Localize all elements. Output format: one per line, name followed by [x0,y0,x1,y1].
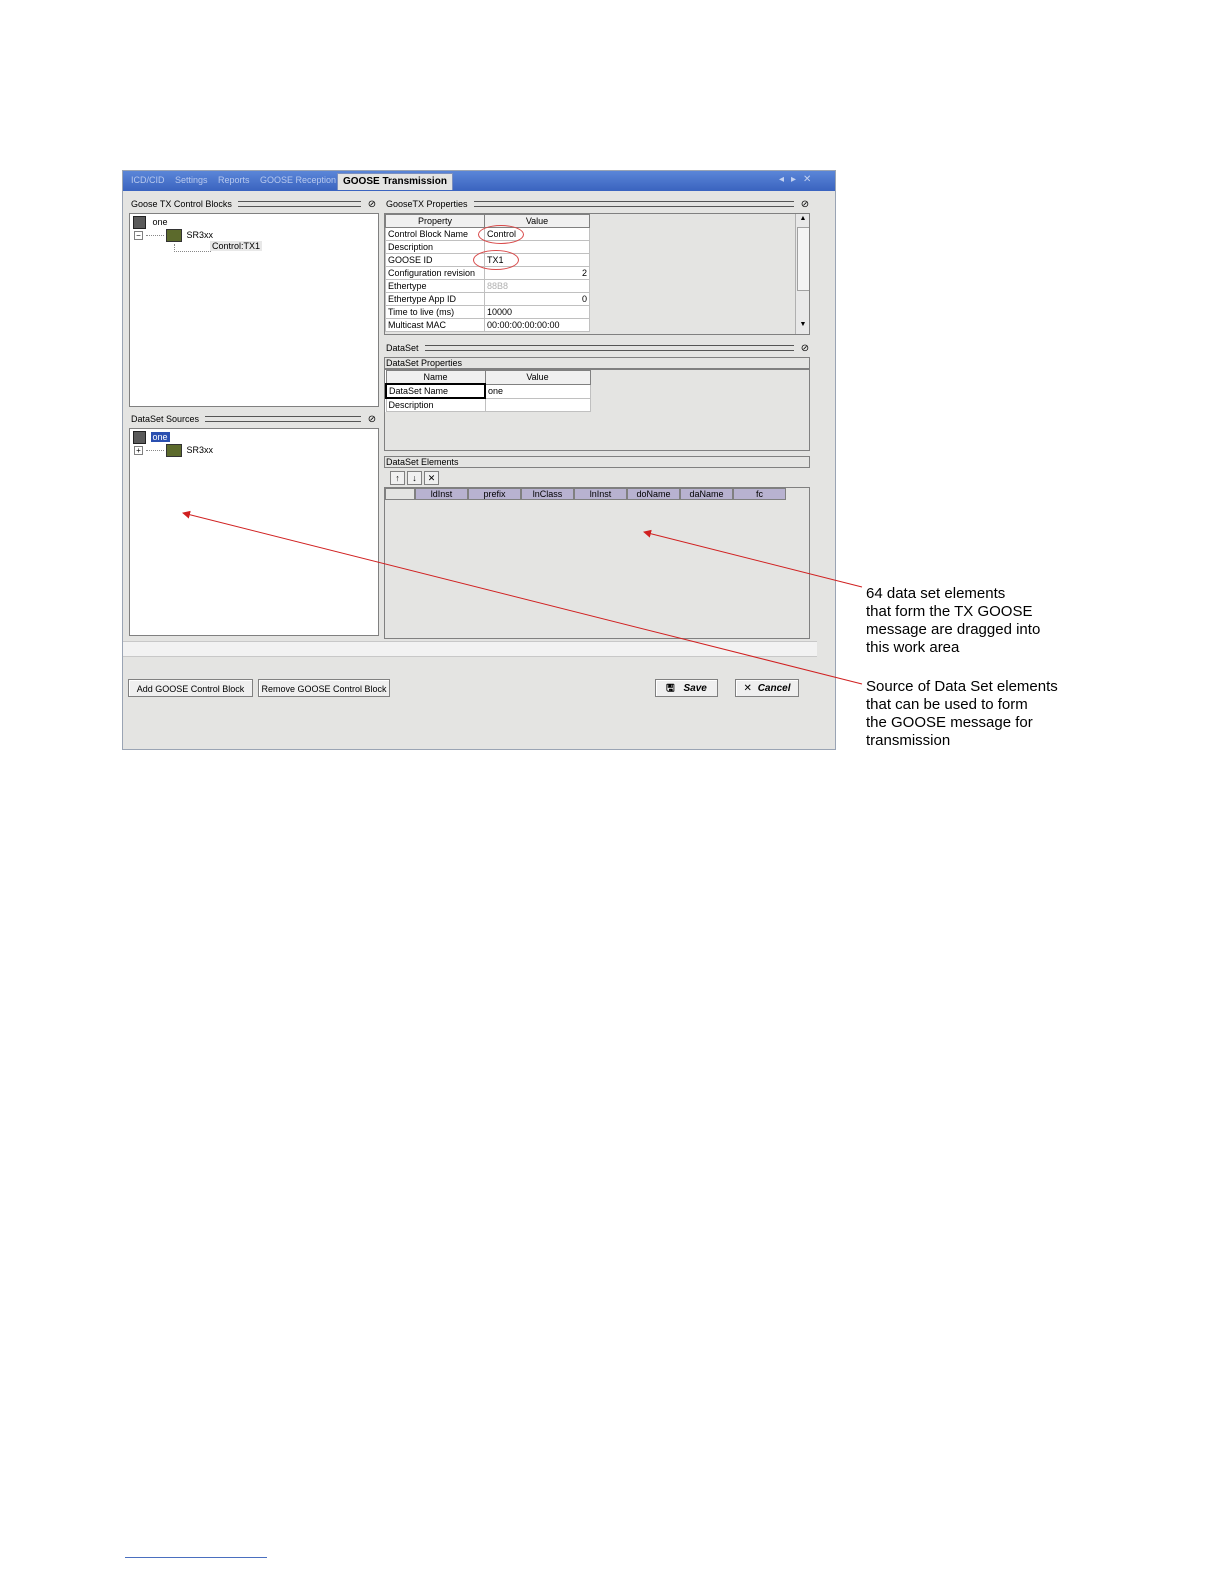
move-up-icon[interactable]: ↑ [390,471,405,485]
dataset-elements-title: DataSet Elements [384,456,810,468]
annotation-elements-note: 64 data set elements that form the TX GOOSE message are dragged into this work area [866,585,1041,656]
tree-item-control-block[interactable]: Control:TX1 [212,241,261,251]
property-value[interactable]: 10000 [485,306,590,319]
column-header-ldinst[interactable]: ldInst [415,488,468,500]
property-value[interactable]: 2 [485,267,590,280]
cancel-icon: ✕ [743,683,752,694]
tree-device-label: SR3xx [186,229,214,240]
footnote-rule [125,1557,267,1558]
panel-title: DataSet Sources [131,414,200,424]
property-name: Ethertype App ID [386,293,485,306]
property-name: Description [386,241,485,254]
scroll-down-icon[interactable]: ▼ [799,321,807,328]
tab-reports[interactable]: Reports [218,175,250,185]
column-header-value: Value [485,371,590,385]
cancel-label: Cancel [757,683,791,694]
column-header-name: Name [386,371,485,385]
close-icon[interactable]: ✕ [803,174,812,185]
property-value[interactable]: 00:00:00:00:00:00 [485,319,590,332]
column-header-daname[interactable]: daName [680,488,733,500]
column-header-prefix[interactable]: prefix [468,488,521,500]
property-value[interactable]: 0 [485,293,590,306]
property-name: Ethertype [386,280,485,293]
property-name: Configuration revision [386,267,485,280]
tree-root-label: one [152,431,168,442]
property-name: Time to live (ms) [386,306,485,319]
column-header-lninst[interactable]: lnInst [574,488,627,500]
pin-icon[interactable]: ⊘ [367,413,377,425]
column-header-value: Value [485,215,590,228]
pin-icon[interactable]: ⊘ [367,198,377,210]
property-name: DataSet Name [386,384,485,398]
save-icon: 🖫 [666,683,675,694]
tab-settings[interactable]: Settings [175,175,208,185]
panel-title: Goose TX Control Blocks [131,199,232,209]
tree-root-label: one [152,216,168,227]
property-name: Description [386,398,485,412]
collapse-icon[interactable]: − [134,231,143,240]
expand-icon[interactable]: + [134,446,143,455]
tab-goose-transmission[interactable]: GOOSE Transmission [337,173,453,190]
arrow-to-work-area [644,532,862,587]
annotation-sources-note: Source of Data Set elements that can be used to form the GOOSE message for transmission [866,678,1058,749]
panel-title: DataSet [386,343,419,353]
pin-icon[interactable]: ⊘ [800,342,810,354]
save-label: Save [683,683,707,694]
property-name: Control Block Name [386,228,485,241]
tab-icd-cid[interactable]: ICD/CID [131,175,165,185]
arrow-to-dataset-sources [183,513,862,684]
column-header-fc[interactable]: fc [733,488,786,500]
add-goose-control-block-button[interactable]: Add GOOSE Control Block [128,679,253,697]
column-header-property: Property [386,215,485,228]
move-down-icon[interactable]: ↓ [407,471,422,485]
tree-device-label: SR3xx [186,444,214,455]
scroll-right-icon[interactable]: ▸ [791,174,797,185]
panel-title: GooseTX Properties [386,199,468,209]
property-name: Multicast MAC [386,319,485,332]
scroll-up-icon[interactable]: ▲ [799,215,807,222]
property-value[interactable]: Control [485,228,590,241]
tab-goose-reception[interactable]: GOOSE Reception [260,175,337,185]
property-value[interactable]: TX1 [485,254,590,267]
scroll-left-icon[interactable]: ◂ [779,174,785,185]
remove-goose-control-block-button[interactable]: Remove GOOSE Control Block [258,679,390,697]
property-value: 88B8 [485,280,590,293]
property-value[interactable]: one [485,384,590,398]
column-header-lnclass[interactable]: lnClass [521,488,574,500]
column-header-doname[interactable]: doName [627,488,680,500]
dataset-properties-title: DataSet Properties [384,357,810,369]
delete-icon[interactable]: ✕ [424,471,439,485]
property-name: GOOSE ID [386,254,485,267]
pin-icon[interactable]: ⊘ [800,198,810,210]
